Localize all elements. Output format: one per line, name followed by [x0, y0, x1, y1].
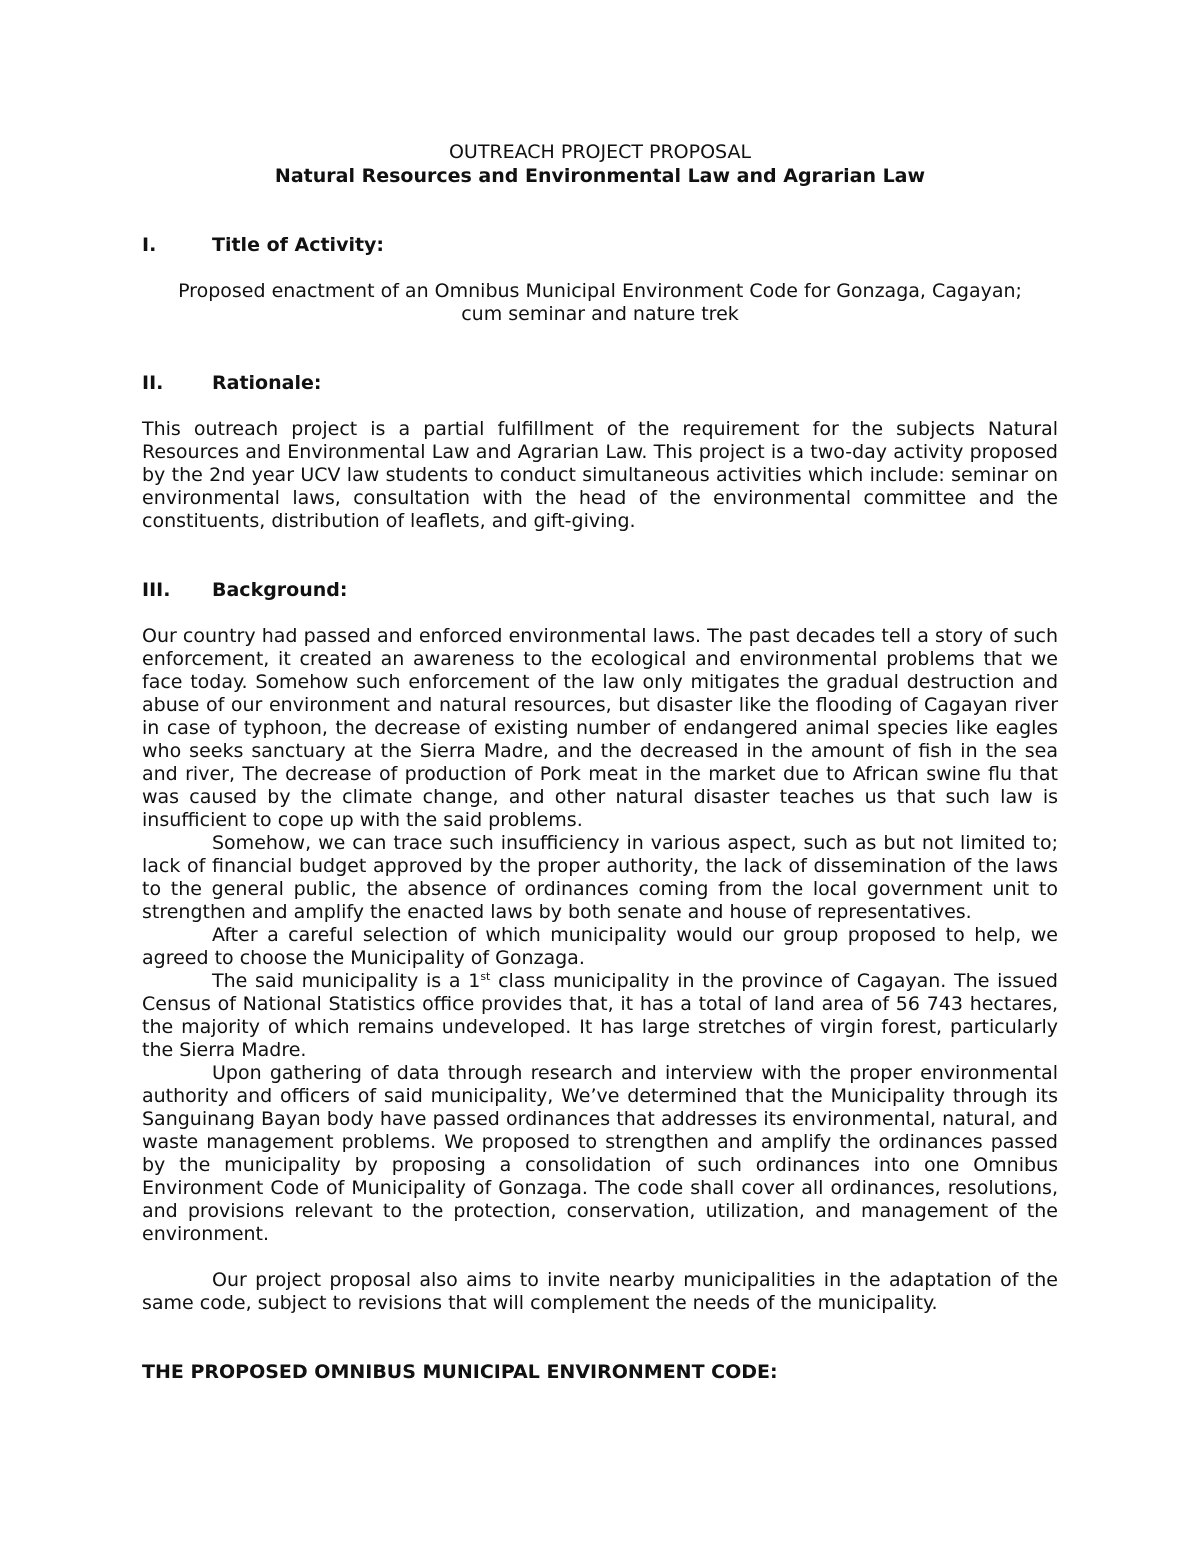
section-number: I. — [142, 234, 157, 256]
background-paragraph-1: Our country had passed and enforced environmental laws. The past decades tell a story of such enforcement, it created an awareness to the ecological and environmental problems that we face today. Somehow such enforcement of the law only mitigates the gradual destruction and abuse of our environment and natural resources, but disaster like the flooding of Cagayan river in case of typhoon, the decrease of existing number of endangered animal species like eagles who seeks sanctuary at the Sierra Madre, and the decreased in the amount of fish in the sea and river, The decrease of production of Pork meat in the market due to African swine flu that was caused by the climate change, and other natural disaster teaches us that such law is insufficient to cope up with the said problems. — [142, 625, 1058, 831]
background-paragraph-5: Upon gathering of data through research and interview with the proper environmental authority and officers of said municipality, We’ve determined that the Municipality through its Sanguinang Bayan body have passed ordinances that addresses its environmental, natural, and waste management problems. We proposed to strengthen and amplify the ordinances passed by the municipality by proposing a consolidation of such ordinances into one Omnibus Environment Code of Municipality of Gonzaga. The code shall cover all ordinances, resolutions, and provisions relevant to the protection, conservation, utilization, and management of the environment. — [142, 1062, 1058, 1245]
ordinal-superscript: st — [480, 970, 491, 983]
document-page — [142, 140, 1058, 1384]
section-heading-rationale — [142, 372, 1058, 395]
document-title: OUTREACH PROJECT PROPOSAL — [448, 141, 752, 163]
section-heading-background — [142, 579, 1058, 602]
paragraph-4-start: The said municipality is a 1 — [212, 970, 481, 992]
section-title: Title of Activity: — [212, 234, 385, 256]
background-paragraph-6: Our project proposal also aims to invite nearby municipalities in the adaptation of the same code, subject to revisions that will complement the needs of the municipality. — [142, 1269, 1058, 1314]
section-number: III. — [142, 579, 171, 601]
background-paragraph-2: Somehow, we can trace such insufficiency in various aspect, such as but not limited to; lack of financial budget approved by the proper authority, the lack of dissemination of the laws to the general public, the absence of ordinances coming from the local government unit to strengthen and amplify the enacted laws by both senate and house of representatives. — [142, 832, 1058, 923]
background-paragraph-4 — [142, 970, 1058, 1062]
section-number: II. — [142, 372, 164, 394]
section-title: Background: — [212, 579, 348, 601]
background-paragraph-3: After a careful selection of which municipality would our group proposed to help, we agreed to choose the Municipality of Gonzaga. — [142, 924, 1058, 969]
activity-title-line-2: cum seminar and nature trek — [461, 303, 739, 325]
document-subtitle: Natural Resources and Environmental Law and Agrarian Law — [274, 165, 926, 187]
closing-heading: THE PROPOSED OMNIBUS MUNICIPAL ENVIRONMENT CODE: — [142, 1361, 778, 1383]
rationale-paragraph: This outreach project is a partial fulfillment of the requirement for the subjects Natural Resources and Environmental Law and Agrarian Law. This project is a two-day activity proposed by the 2nd year UCV law students to conduct simultaneous activities which include: seminar on environmental laws, consultation with the head of the environmental committee and the constituents, distribution of leaflets, and gift-giving. — [142, 418, 1058, 532]
section-heading-title-of-activity — [142, 234, 1058, 257]
activity-title-line-1: Proposed enactment of an Omnibus Municipal Environment Code for Gonzaga, Cagayan; — [178, 280, 1022, 302]
activity-title-block — [142, 280, 1058, 326]
section-title: Rationale: — [212, 372, 322, 394]
paragraph-4-rest: class municipality in the province of Cagayan. The issued Census of National Statistics office provides that, it has a total of land area of 56 743 hectares, the majority of which remains undeveloped. It has large stretches of virgin forest, particularly the Sierra Madre. — [142, 970, 1058, 1061]
